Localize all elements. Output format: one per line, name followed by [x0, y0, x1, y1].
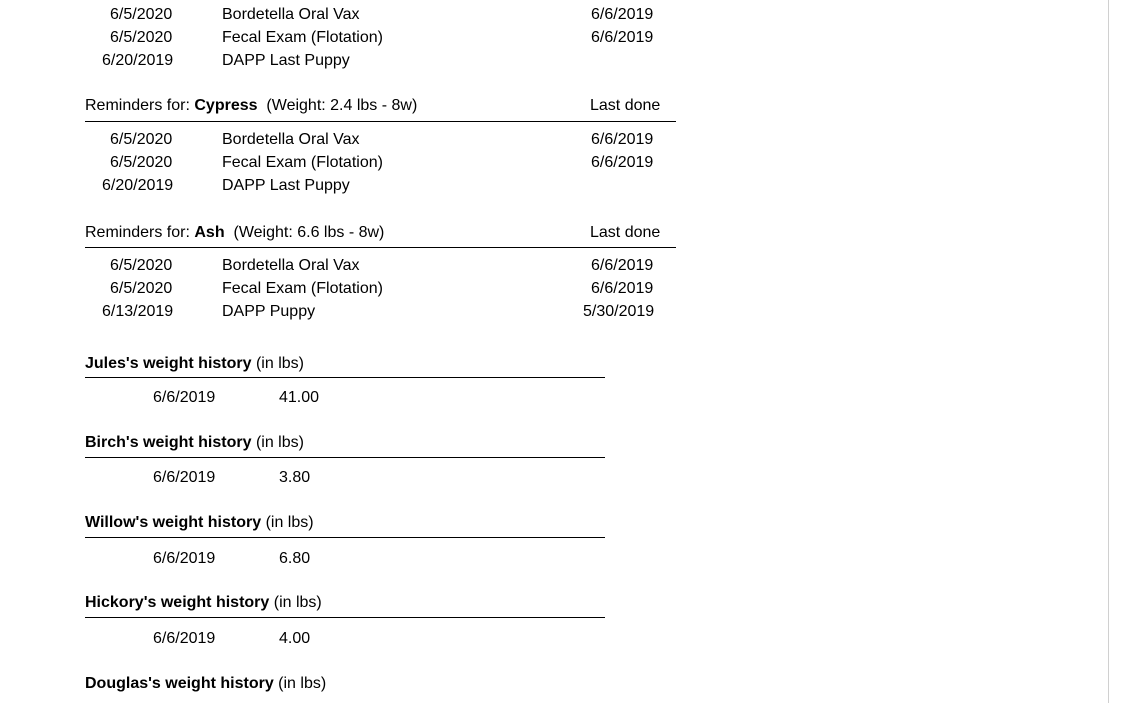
weight-unit: (in lbs)	[251, 434, 304, 451]
section-divider	[85, 247, 676, 248]
reminder-name: Bordetella Oral Vax	[222, 6, 360, 23]
pet-name: Cypress	[194, 97, 258, 114]
scrollbar-track[interactable]	[1108, 0, 1125, 703]
reminder-name: Fecal Exam (Flotation)	[222, 154, 383, 171]
reminders-header-ash	[85, 223, 384, 243]
weight-history-header-jules	[85, 354, 304, 374]
reminder-due-date: 6/5/2020	[110, 6, 173, 23]
reminders-prefix: Reminders for:	[85, 97, 195, 114]
reminder-last-done: 5/30/2019	[583, 303, 655, 320]
weight-history-header-douglas	[85, 674, 326, 694]
section-divider	[85, 617, 605, 618]
reminder-due-date: 6/20/2019	[102, 177, 174, 194]
reminder-name: DAPP Puppy	[222, 303, 316, 320]
weight-date: 6/6/2019	[153, 550, 216, 567]
weight-history-title: Douglas's weight history	[85, 675, 274, 692]
reminder-last-done: 6/6/2019	[591, 131, 654, 148]
reminder-name: Fecal Exam (Flotation)	[222, 280, 383, 297]
section-divider	[85, 457, 605, 458]
reminder-last-done: 6/6/2019	[591, 6, 654, 23]
weight-unit: (in lbs)	[261, 514, 314, 531]
reminder-due-date: 6/5/2020	[110, 29, 173, 46]
section-divider	[85, 377, 605, 378]
weight-unit: (in lbs)	[273, 675, 327, 692]
reminder-due-date: 6/5/2020	[110, 280, 173, 297]
reminder-due-date: 6/5/2020	[110, 154, 173, 171]
reminder-due-date: 6/5/2020	[110, 257, 173, 274]
pet-name: Ash	[194, 224, 225, 241]
weight-history-title: Jules's weight history	[85, 355, 252, 372]
weight-value: 4.00	[279, 630, 311, 647]
reminder-name: DAPP Last Puppy	[222, 52, 350, 69]
weight-unit: (in lbs)	[251, 355, 304, 372]
section-divider	[85, 537, 605, 538]
reminder-last-done: 6/6/2019	[591, 257, 654, 274]
weight-history-header-hickory	[85, 593, 322, 613]
weight-value: 41.00	[279, 389, 320, 406]
reminders-prefix: Reminders for:	[85, 224, 195, 241]
reminder-name: Bordetella Oral Vax	[222, 257, 360, 274]
reminder-name: Bordetella Oral Vax	[222, 131, 360, 148]
weight-value: 6.80	[279, 550, 311, 567]
pet-weight: (Weight: 2.4 lbs - 8w)	[266, 97, 418, 114]
reminders-header-cypress	[85, 96, 417, 116]
last-done-header: Last done	[590, 97, 661, 114]
reminder-name: Fecal Exam (Flotation)	[222, 29, 383, 46]
section-divider	[85, 121, 676, 122]
reminder-due-date: 6/5/2020	[110, 131, 173, 148]
weight-date: 6/6/2019	[153, 389, 216, 406]
weight-history-header-birch	[85, 433, 304, 453]
weight-date: 6/6/2019	[153, 469, 216, 486]
last-done-header: Last done	[590, 224, 661, 241]
weight-history-title: Hickory's weight history	[85, 594, 270, 611]
reminder-last-done: 6/6/2019	[591, 154, 654, 171]
weight-history-title: Birch's weight history	[85, 434, 252, 451]
reminder-name: DAPP Last Puppy	[222, 177, 350, 194]
reminder-due-date: 6/20/2019	[102, 52, 174, 69]
weight-history-header-willow	[85, 513, 314, 533]
reminder-last-done: 6/6/2019	[591, 280, 654, 297]
weight-unit: (in lbs)	[269, 594, 322, 611]
reminder-last-done: 6/6/2019	[591, 29, 654, 46]
weight-date: 6/6/2019	[153, 630, 216, 647]
weight-history-title: Willow's weight history	[85, 514, 262, 531]
reminder-due-date: 6/13/2019	[102, 303, 174, 320]
weight-value: 3.80	[279, 469, 311, 486]
pet-weight: (Weight: 6.6 lbs - 8w)	[233, 224, 385, 241]
